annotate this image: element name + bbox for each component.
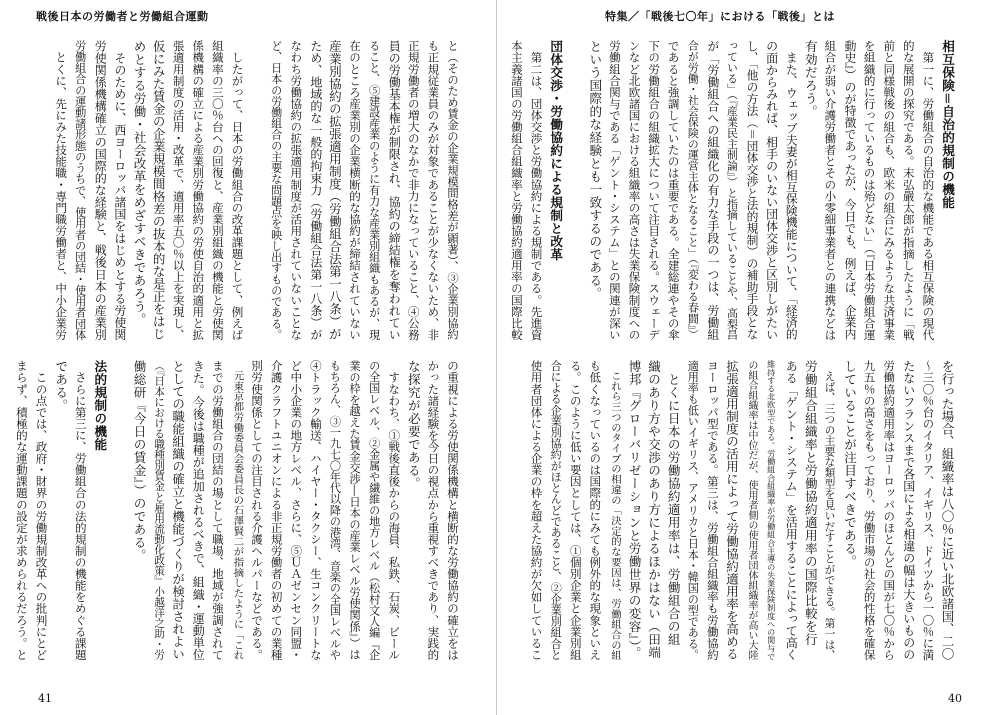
text-line: ど中小企業の地方レベル、さらに、⑤ＵＡゼンセン同盟・ — [289, 360, 304, 661]
text-line: 九五％の高さをもっており、労働市場の社会的性格を確保 — [862, 360, 877, 661]
text-line: えば、三つの主要な類型を見いだすことができる。第一は、 — [823, 360, 837, 661]
text-line: したがって、日本の労働組合の改革課題として、例えば — [230, 40, 245, 341]
section-heading: 団体交渉・労働協約による規制と改革 — [548, 40, 564, 261]
text-line: ある「ゲント・システム」を活用することによって高く — [784, 360, 799, 661]
text-line: 別労使関係としての注目される介護ヘルパーなどである。 — [250, 360, 265, 661]
text-line: な探究が必要である。 — [405, 360, 421, 490]
text-line: 業の枠を越えた賃金交渉―日本の産業レベル労使関係』）は — [348, 360, 363, 660]
text-line: まらず、積極的な運動課題の設定が求められるだろう。と — [14, 360, 29, 661]
text-line: 第一に、労働組合の自治的な機能である相互保険の現代 — [921, 40, 936, 341]
text-line: 労働組合組織率と労働協約適用率の国際比較を行 — [802, 360, 818, 646]
text-line: 正規労働者の増大のなかで非力になっていること、④公務 — [406, 40, 421, 341]
text-line: 張適用制度の活用・改革で、適用率五〇％以上を実現し、 — [171, 40, 186, 341]
text-line: であると強調していたのは重要である。全建総連やその傘 — [666, 40, 681, 341]
text-line: 介護クラフトユニオンによる非正規労働者の初めての業種 — [269, 360, 284, 661]
page-40-lower-column — [529, 360, 957, 670]
text-line: 有効だろう。 — [802, 40, 818, 118]
text-line: 働総研『今日の賃金』）のである。 — [131, 360, 147, 562]
text-line: めとする労働・社会改革をめざすべきであろう。 — [131, 40, 147, 326]
text-line: また、ウェッブ夫妻が相互保険機能について、「経済的 — [784, 40, 799, 340]
text-line: 係機構の確立による産業別労働協約の労使自治的適用と拡 — [191, 40, 206, 341]
text-line: （『日本における職種別賃金と雇用流動化政策』小越洋之助・労 — [153, 360, 166, 660]
text-line: そのために、西ヨーロッパ諸国をはじめとする労使関 — [112, 40, 127, 341]
text-line: 動史』）のが特徴であったが、今日でも、例えば、企業内 — [843, 40, 858, 340]
text-line: し、「他の方法（＝団体交渉と法的規制）の補助手段とな — [745, 40, 760, 340]
text-line: 労働組合の運動諸形態のうちで、使用者の団結・使用者団体 — [73, 40, 87, 341]
text-line: 合による企業別協約がほとんどであること、②企業別組合と — [549, 360, 563, 661]
text-line: 組合が弱い介護労働者とその小零細事業者との連携などは — [823, 40, 838, 341]
section-heading: 相互保険＝自治的規制の機能 — [940, 40, 955, 209]
text-line: が「労働組合への組織化の有力な手段の一つは、労働組 — [705, 40, 720, 341]
text-line: 元東京都労働委員会委員長の石澤賢二が指摘したように「これ — [231, 360, 244, 661]
text-line: ため、地域的な一般的拘束力（労働組合法第一八条）が — [308, 40, 323, 341]
text-line: かった諸経験を今日の視点から重視すべきであり、実践的 — [426, 360, 441, 661]
text-line: 適用率も低いイギリス、アメリカと日本・韓国の型である。 — [686, 360, 700, 661]
text-line: ること、⑤建設産業のように有力な産業別組織もあるが、現 — [367, 40, 381, 341]
text-line: 的な展開の探究である。末弘嚴太郎が指摘したように「戦 — [901, 40, 916, 341]
text-line: 第二は、団体交渉と労働協約による規制である。先進資 — [529, 40, 544, 341]
text-line: 本主義諸国の労働組合組織率と労働協約適用率の国際比較 — [509, 40, 524, 341]
text-line: の重視による労使関係機構と横断的な労働協約の確立をは — [446, 360, 460, 661]
text-line: これら三つのタイプの相違の「決定的な要因は、労働組合の組 — [608, 360, 621, 661]
text-line: としての職能組織の確立と機能づくりが検討されよい — [170, 360, 186, 661]
text-line: 維持する北欧型である。労働組合組織率が労働組合主導の失業保険制度への関与で — [766, 360, 777, 661]
text-line: と（そのため賃金の企業規模間格差が顕著）、③企業別協約 — [446, 40, 460, 340]
text-line: 産業別協約の拡張適用制度（労働組合法第一八条）が — [327, 40, 343, 341]
text-line: 仮にみた賃金の企業規模間格差の抜本的な是正をはじ — [151, 40, 167, 341]
text-line: ④トラック輸送、ハイヤー・タクシー、生コンクリートな — [308, 360, 323, 661]
text-line: である。 — [53, 360, 69, 412]
page-41-upper-column — [42, 40, 462, 350]
text-line: この点では、政府・財界の労働規制改革への批判にとど — [34, 360, 49, 661]
page-40-upper-column — [509, 40, 957, 350]
text-line: を行った場合、組織率は八〇％に近い北欧諸国、二〇 — [940, 360, 955, 661]
text-line: の全国レベル、②金属や繊維の地方レベル（松村文人編『企 — [367, 360, 381, 661]
text-line: 使用者団体による企業の枠を超えた協約が欠如しているこ — [529, 360, 544, 661]
text-line: 員の労働基本権が制限され、協約の締結権を奪われてい — [387, 40, 402, 341]
text-line: 織のあり方や交渉のあり方によるほかはない（田端 — [646, 360, 662, 659]
text-line: きた。今後は職種が追加されるべきで、組織・運動単位 — [191, 360, 206, 661]
page-number-right: 40 — [948, 692, 962, 705]
text-line: 合が労働・社会保険の運営主体となること」（『変わる春闘』） — [686, 40, 700, 341]
text-line: とくに日本の労働協約適用率は、労働組合の組 — [665, 360, 681, 646]
text-line: までの労働組合の団結の場として職場、地域が強調されて — [210, 360, 225, 661]
text-line: 労働協約適用率はヨーロッパのほとんどの国が七〇％から — [882, 360, 897, 661]
text-line: の面からみれば、相手のいない団体交渉と区別しがたい — [764, 40, 779, 341]
page-number-left: 41 — [38, 692, 52, 705]
text-line: 在のところ産業別の企業横断的な協約が締結されていない — [348, 40, 363, 341]
text-line: していることが注目すべきである。 — [842, 360, 858, 568]
text-line — [109, 360, 129, 670]
text-line: 拡張適用制度の活用によって労働協約適用率を高める — [724, 360, 740, 661]
text-line: も低くなっているのは国際的にみても例外的な現象といえ — [588, 360, 603, 661]
text-line — [565, 40, 585, 350]
text-line: ンなど北欧諸国における組織率の高さは失業保険制度への — [627, 40, 642, 341]
text-line: 労働組合関与である「ゲント・システム」との関連が深い — [607, 40, 622, 341]
text-line: の組合組織率は中位だが、使用者側の使用者団体組織率が高い大陸 — [746, 360, 758, 661]
text-line: ど、日本の労働組合の主要な問題点を映し出すものである。 — [269, 40, 283, 341]
text-line: 労使関係機構確立の国際的な経験と、戦後日本の産業別 — [93, 40, 108, 341]
text-line — [246, 40, 266, 350]
text-line: なわち労働協約の拡張適用制度が活用されていないことな — [289, 40, 304, 341]
text-line: たないフランスまで各国による相違の幅は大きいものの — [901, 360, 916, 661]
running-header-left: 戦後日本の労働者と労働組合運動 — [36, 10, 209, 23]
text-line: 組織率の三〇％台への回復と、産業別組織の機能と労使関 — [210, 40, 225, 341]
text-line: る。このように低い要因としては、①個別企業と企業別組 — [568, 360, 583, 661]
running-header-right: 特集／「戦後七〇年」における「戦後」とは — [605, 10, 835, 23]
section-heading: 法的規制の機能 — [92, 360, 108, 451]
text-line: っている」（『産業民主制論』）と指摘していることや、高梨昌 — [725, 40, 739, 341]
text-line: さらに第三に、労働組合の法的規制の機能をめぐる課題 — [73, 360, 88, 661]
text-line: 博邦『グローバリゼーションと労働世界の変容』）。 — [626, 360, 642, 660]
page-41-lower-column — [14, 360, 462, 670]
text-line: ヨーロッパ型である。第三は、労働組合組織率も労働協約 — [705, 360, 720, 661]
text-line: を組織的に行っているものは殆どない」（『日本労働組合運 — [862, 40, 877, 341]
text-line: とくに、先にみた技能職・専門職労働者と、中小企業労 — [54, 40, 69, 341]
text-line: 下の労働組合の組織拡大について注目される。スウェーデ — [647, 40, 662, 341]
text-line: すなわち、①戦後直後からの海員、私鉄、石炭、ビール — [387, 360, 402, 661]
text-line: も正規従業員のみが対象であることが少なくないため、非 — [426, 40, 441, 341]
page-gutter — [496, 0, 497, 715]
text-line: という国際的な経験とも一致するのである。 — [587, 40, 603, 300]
text-line: ～三〇％台のイタリア、イギリス、ドイツから一〇％に満 — [921, 360, 936, 661]
text-line: もちろん、③一九七〇年代以降の港湾、音楽の全国レベルや — [328, 360, 342, 661]
text-line: 前と同様戦後の組合も、欧米の組合にみるような共済事業 — [882, 40, 897, 341]
